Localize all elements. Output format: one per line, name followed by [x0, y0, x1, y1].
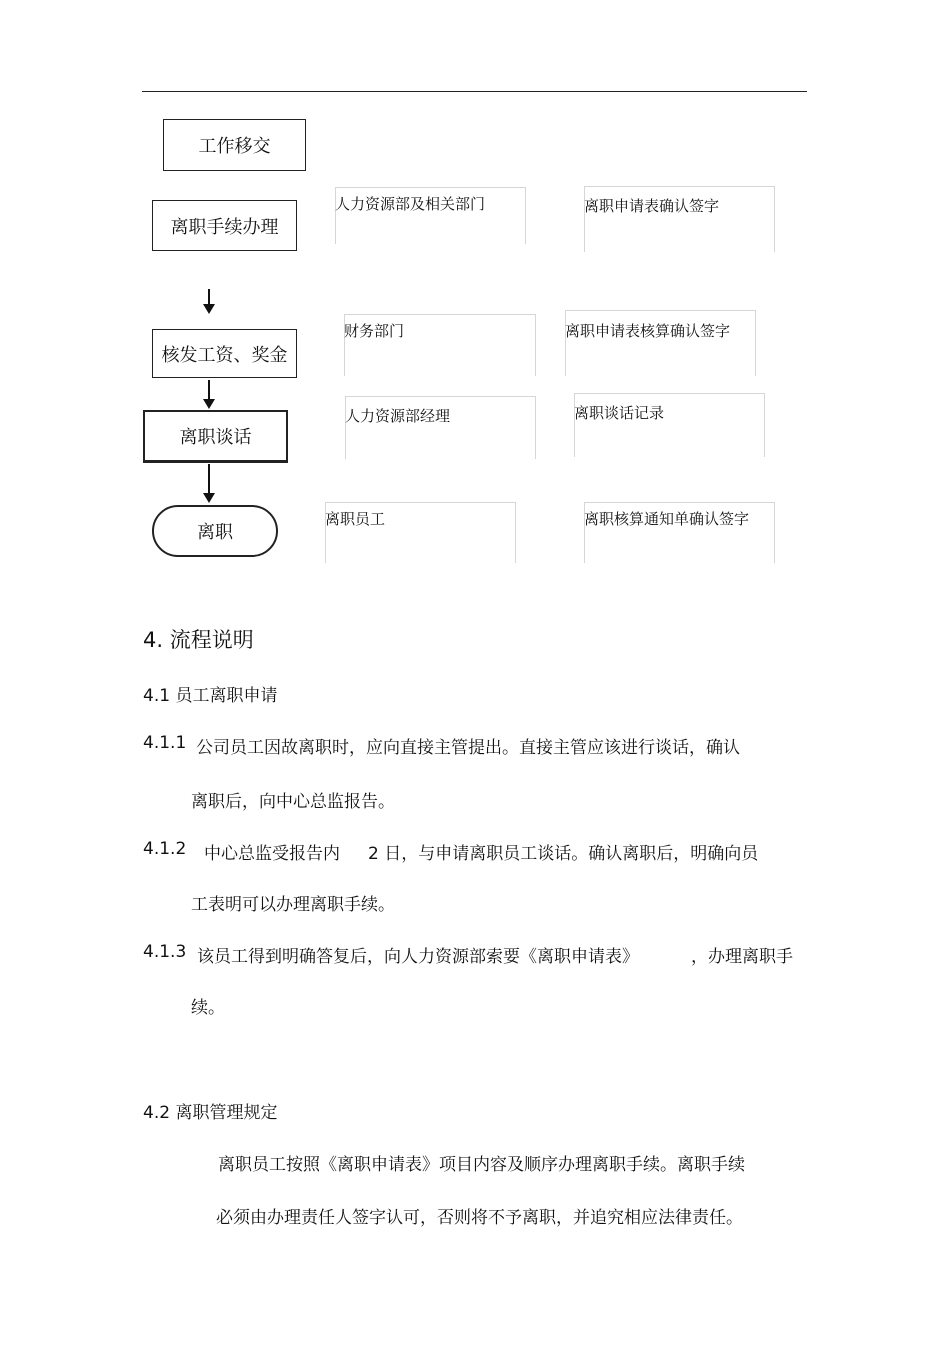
subsection-heading: 4.2 离职管理规定 — [143, 1103, 278, 1123]
note-doc: 离职申请表核算确认签字 — [565, 310, 756, 376]
note-dept: 财务部门 — [344, 314, 536, 376]
flow-step-exit-interview: 离职谈话 — [143, 410, 288, 463]
note-dept: 人力资源部经理 — [345, 396, 536, 459]
note-doc: 离职谈话记录 — [574, 393, 765, 457]
flow-step-work-handover: 工作移交 — [163, 119, 306, 171]
clause-number: 4.1.1 — [143, 733, 187, 753]
paragraph-line: 中心总监受报告内 — [204, 844, 340, 864]
paragraph-line: 该员工得到明确答复后，向人力资源部索要《离职申请表》 — [197, 947, 639, 967]
paragraph-line: 离职员工按照《离职申请表》项目内容及顺序办理离职手续。离职手续 — [218, 1155, 745, 1175]
paragraph-line: 公司员工因故离职时，应向直接主管提出。直接主管应该进行谈话，确认 — [196, 738, 740, 758]
flow-step-resign: 离职 — [152, 505, 278, 557]
flow-arrow — [208, 464, 210, 494]
note-dept: 离职员工 — [325, 502, 516, 563]
note-doc: 离职申请表确认签字 — [584, 186, 775, 252]
paragraph-line: 离职后，向中心总监报告。 — [191, 792, 395, 812]
clause-number: 4.1.2 — [143, 839, 187, 859]
flow-step-pay-salary-bonus: 核发工资、奖金 — [152, 329, 297, 378]
paragraph-line: 续。 — [191, 998, 225, 1018]
section-heading: 4. 流程说明 — [143, 628, 254, 652]
flow-arrow — [208, 380, 210, 400]
paragraph-line: ，办理离职手 — [691, 947, 793, 967]
flow-arrow — [208, 289, 210, 305]
paragraph-line: 必须由办理责任人签字认可，否则将不予离职，并追究相应法律责任。 — [216, 1208, 743, 1228]
note-dept: 人力资源部及相关部门 — [335, 187, 526, 244]
paragraph-line: 工表明可以办理离职手续。 — [191, 895, 395, 915]
clause-number: 4.1.3 — [143, 942, 187, 962]
header-rule — [142, 91, 807, 92]
flow-step-resignation-procedures: 离职手续办理 — [152, 200, 297, 251]
paragraph-line: 2 日，与申请离职员工谈话。确认离职后，明确向员 — [368, 844, 759, 864]
note-doc: 离职核算通知单确认签字 — [584, 502, 775, 563]
subsection-heading: 4.1 员工离职申请 — [143, 686, 278, 706]
